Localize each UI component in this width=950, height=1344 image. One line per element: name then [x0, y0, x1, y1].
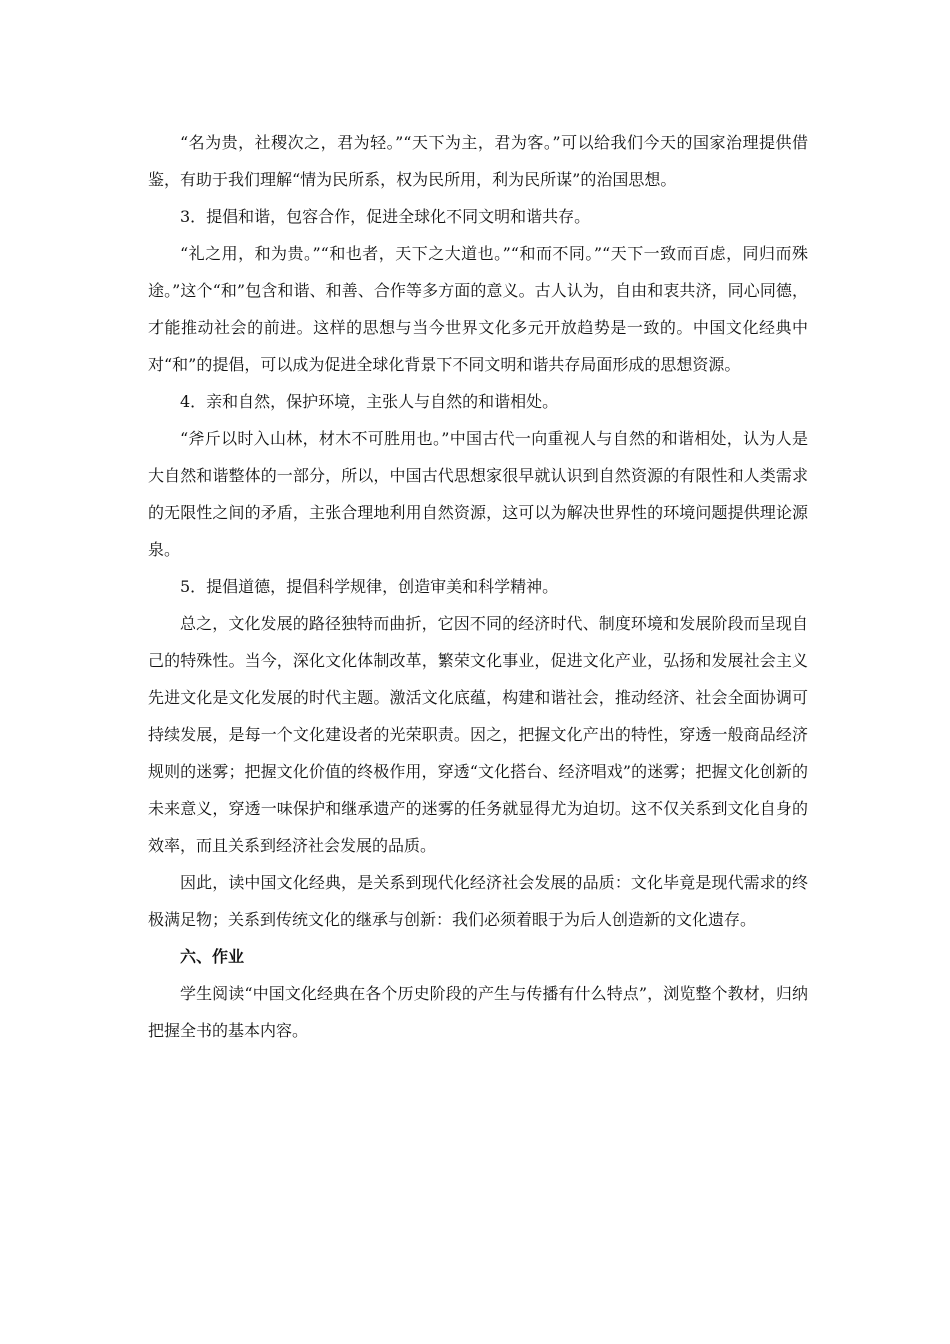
paragraph-summary: 总之，文化发展的路径独特而曲折，它因不同的经济时代、制度环境和发展阶段而呈现自己的特殊性。当今，深化文化体制改革，繁荣文化事业，促进文化产业，弘扬和发展社会主义先进文化是文化发展的时代主题。激活文化底蕴，构建和谐社会，推动经济、社会全面协调可持续发展，是每一个文化建设者的光荣职责。因之，把握文化产出的特性，穿透一般商品经济规则的迷雾；把握文化价值的终极作用，穿透“文化搭台、经济唱戏”的迷雾；把握文化创新的未来意义，穿透一味保护和继承遗产的迷雾的任务就显得尤为迫切。这不仅关系到文化自身的效率，而且关系到经济社会发展的品质。 [148, 614, 808, 855]
paragraph-conclusion: 因此，读中国文化经典，是关系到现代化经济社会发展的品质：文化毕竟是现代需求的终极满足物；关系到传统文化的继承与创新：我们必须着眼于为后人创造新的文化遗存。 [148, 873, 808, 929]
paragraph-harmony: “礼之用，和为贵。”“和也者，天下之大道也。”“和而不同。”“天下一致而百虑，同归而殊途。”这个“和”包含和谐、和善、合作等多方面的意义。古人认为，自由和衷共济，同心同德，才能推动社会的前进。这样的思想与当今世界文化多元开放趋势是一致的。中国文化经典中对“和”的提倡，可以成为促进全球化背景下不同文明和谐共存局面形成的思想资源。 [148, 244, 808, 374]
document-body [148, 124, 808, 1049]
paragraph-quote-governance: “名为贵，社稷次之，君为轻。”“天下为主，君为客。”可以给我们今天的国家治理提供借鉴，有助于我们理解“情为民所系，权为民所用，利为民所谋”的治国思想。 [148, 133, 808, 189]
paragraph-nature: “斧斤以时入山林，材木不可胜用也。”中国古代一向重视人与自然的和谐相处，认为人是大自然和谐整体的一部分，所以，中国古代思想家很早就认识到自然资源的有限性和人类需求的无限性之间的矛盾，主张合理地利用自然资源，这可以为解决世界性的环境问题提供理论源泉。 [148, 429, 808, 559]
section-heading-homework: 六、作业 [180, 947, 245, 966]
list-item-3: 3．提倡和谐，包容合作，促进全球化不同文明和谐共存。 [180, 207, 591, 226]
list-item-4: 4．亲和自然，保护环境，主张人与自然的和谐相处。 [180, 392, 559, 411]
list-item-5: 5．提倡道德，提倡科学规律，创造审美和科学精神。 [180, 577, 559, 596]
paragraph-homework: 学生阅读“中国文化经典在各个历史阶段的产生与传播有什么特点”，浏览整个教材，归纳把握全书的基本内容。 [148, 984, 808, 1040]
